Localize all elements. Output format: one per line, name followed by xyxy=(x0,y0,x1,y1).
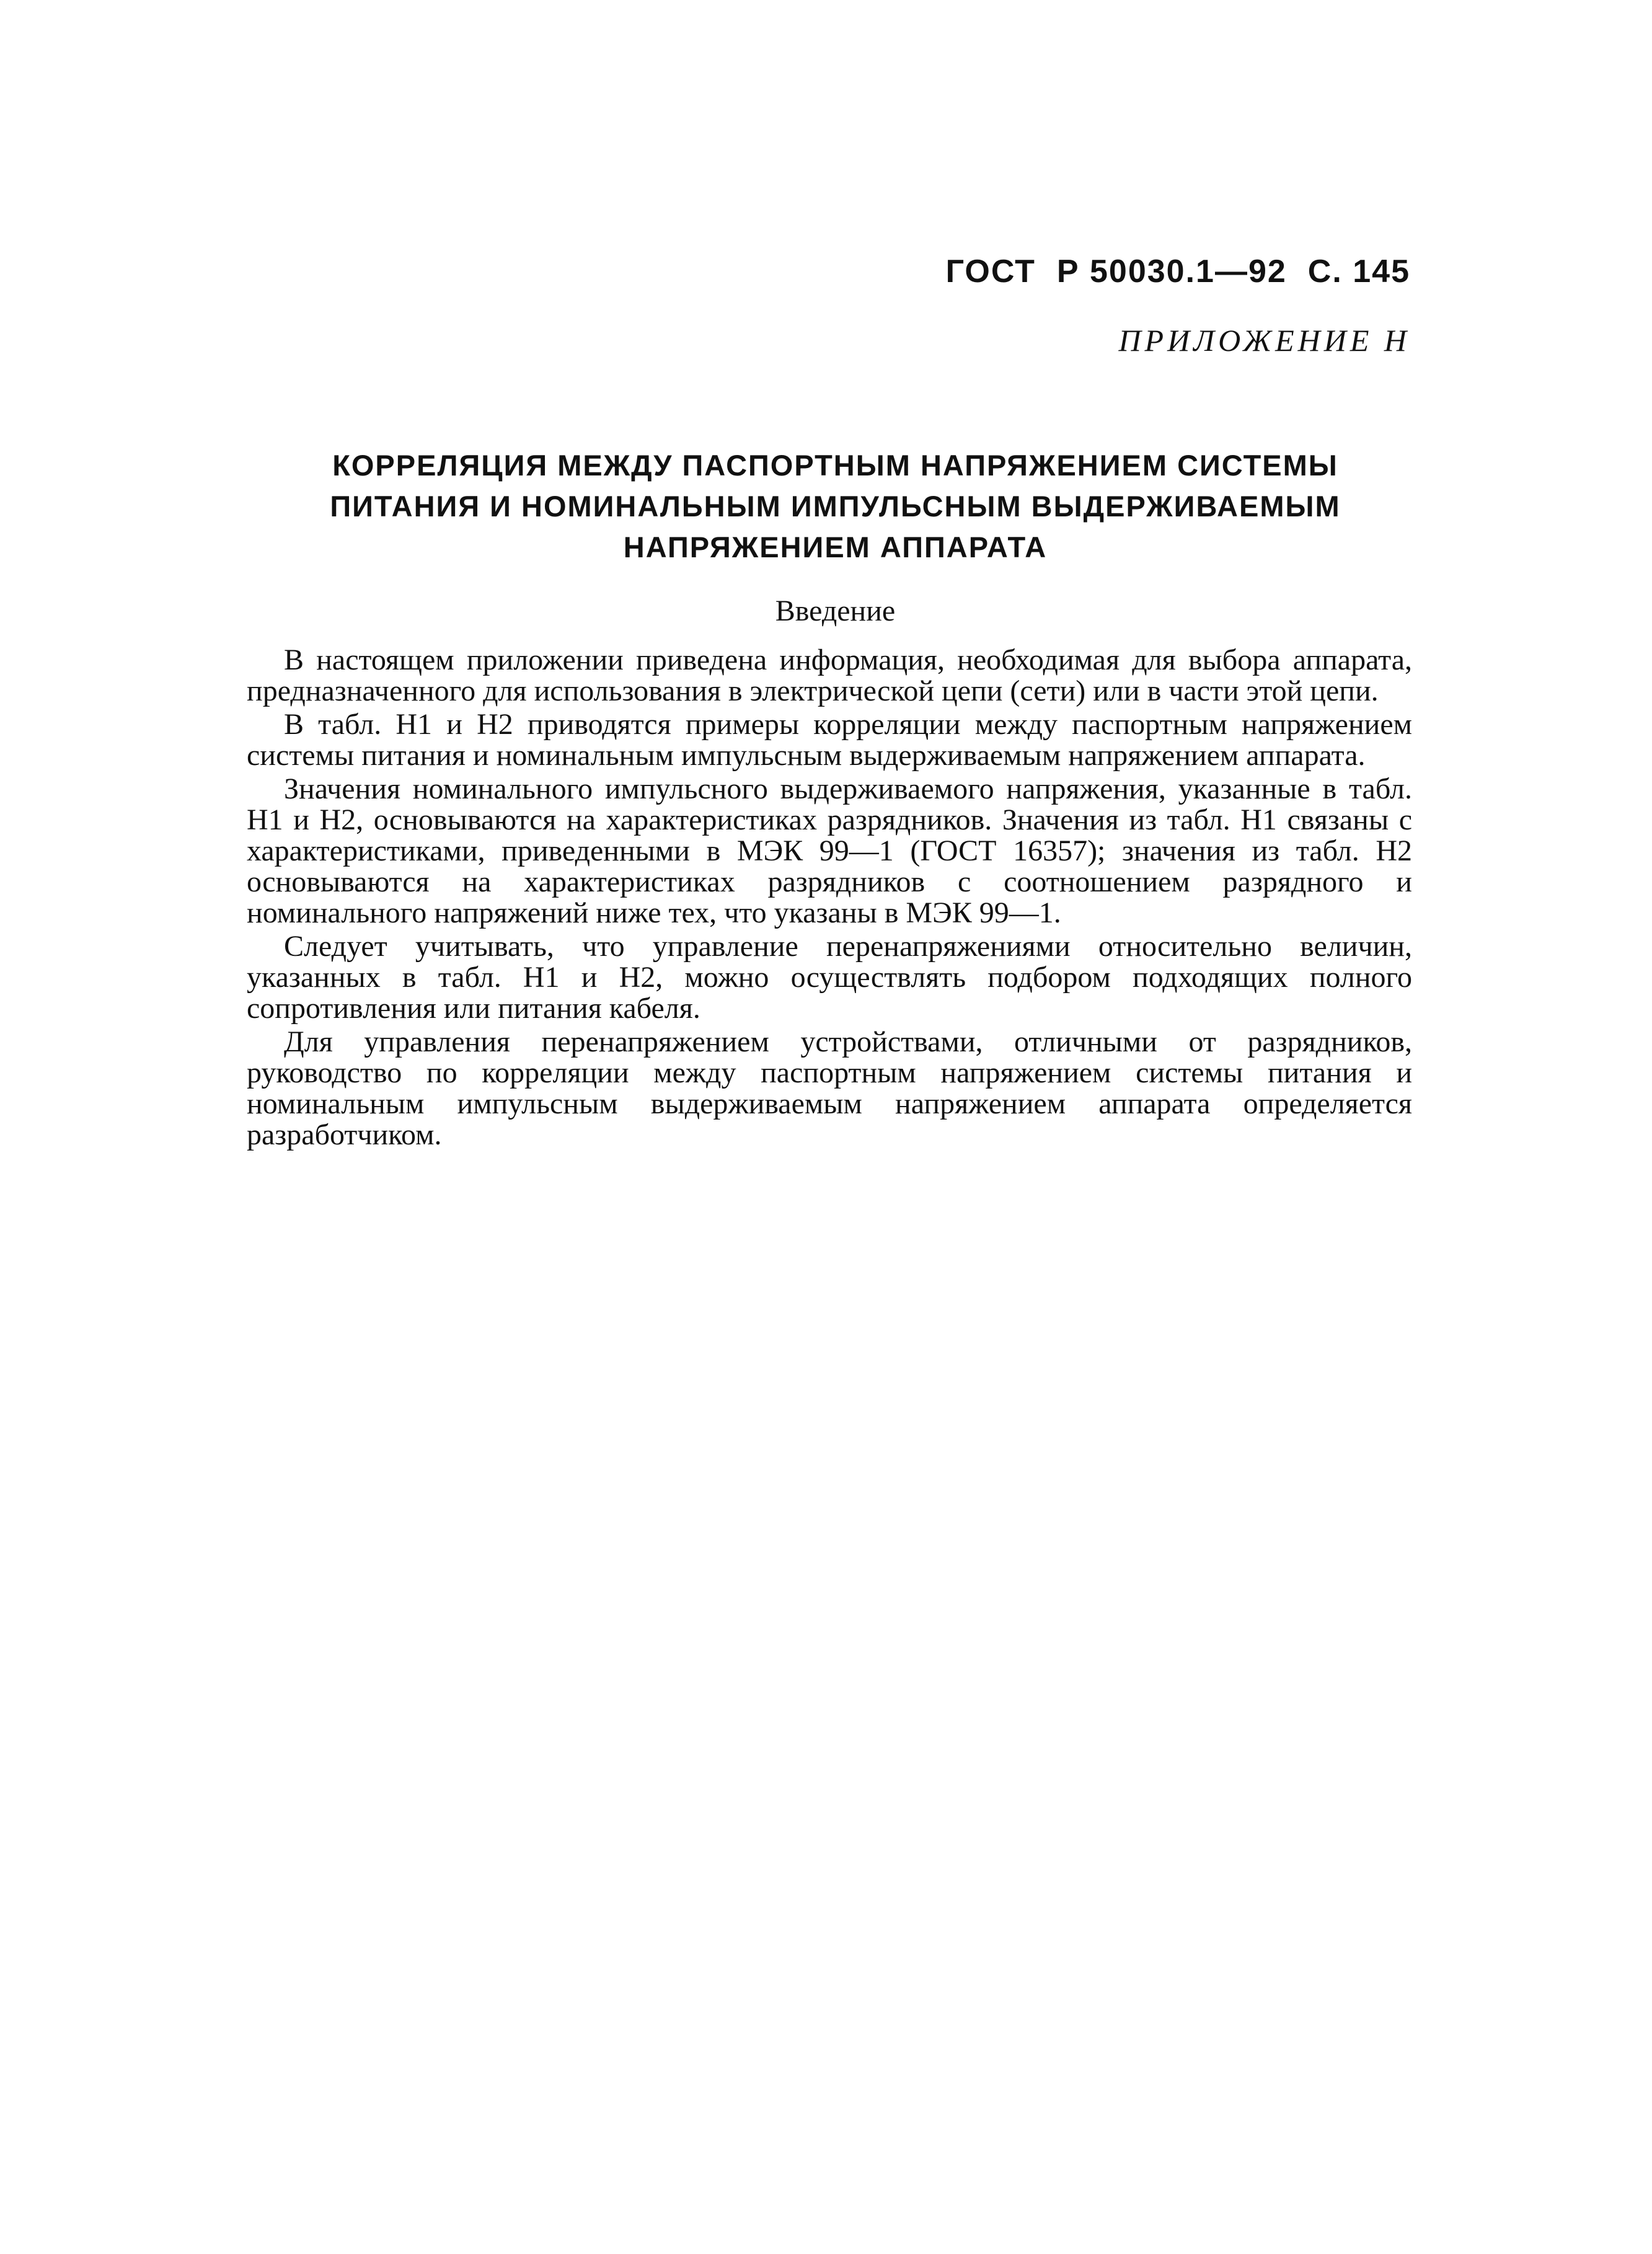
appendix-label: ПРИЛОЖЕНИЕ Н xyxy=(1118,323,1410,358)
page-number: С. 145 xyxy=(1307,254,1410,289)
title-line-3: НАПРЯЖЕНИЕМ АППАРАТА xyxy=(623,531,1048,564)
title-line-2: ПИТАНИЯ И НОМИНАЛЬНЫМ ИМПУЛЬСНЫМ ВЫДЕРЖИВАЕМЫМ xyxy=(330,490,1341,523)
standard-number: Р 50030.1—92 xyxy=(1056,254,1287,289)
document-title xyxy=(260,445,1410,568)
paragraph: В табл. Н1 и Н2 приводятся примеры корреляции между паспортным напряжением системы питания и номинальным импульсным выдерживаемым напряжением аппарата. xyxy=(247,708,1412,772)
standard-label: ГОСТ xyxy=(945,254,1036,289)
title-line-1: КОРРЕЛЯЦИЯ МЕЖДУ ПАСПОРТНЫМ НАПРЯЖЕНИЕМ СИСТЕМЫ xyxy=(332,449,1338,482)
page-header xyxy=(946,253,1410,290)
paragraph: Значения номинального импульсного выдерживаемого напряжения, указанные в табл. Н1 и Н2, основываются на характеристиках разрядников. Значения из табл. Н1 связаны с характеристиками, приведенными в МЭК 99—1 (ГОСТ 16357); значения из табл. Н2 основываются на характеристиках разрядников с соотношением разрядного и номинального напряжений ниже тех, что указаны в МЭК 99—1. xyxy=(247,772,1412,929)
body-text xyxy=(247,645,1412,1153)
paragraph: Следует учитывать, что управление перенапряжениями относительно величин, указанных в табл. Н1 и Н2, можно осуществлять подбором подходящих полного сопротивления или питания кабеля. xyxy=(247,930,1412,1025)
paragraph: В настоящем приложении приведена информация, необходимая для выбора аппарата, предназначенного для использования в электрической цепи (сети) или в части этой цепи. xyxy=(247,643,1412,707)
paragraph: Для управления перенапряжением устройствами, отличными от разрядников, руководство по корреляции между паспортным напряжением системы питания и номинальным импульсным выдерживаемым напряжением аппарата определяется разработчиком. xyxy=(247,1025,1412,1151)
section-heading: Введение xyxy=(775,594,896,627)
